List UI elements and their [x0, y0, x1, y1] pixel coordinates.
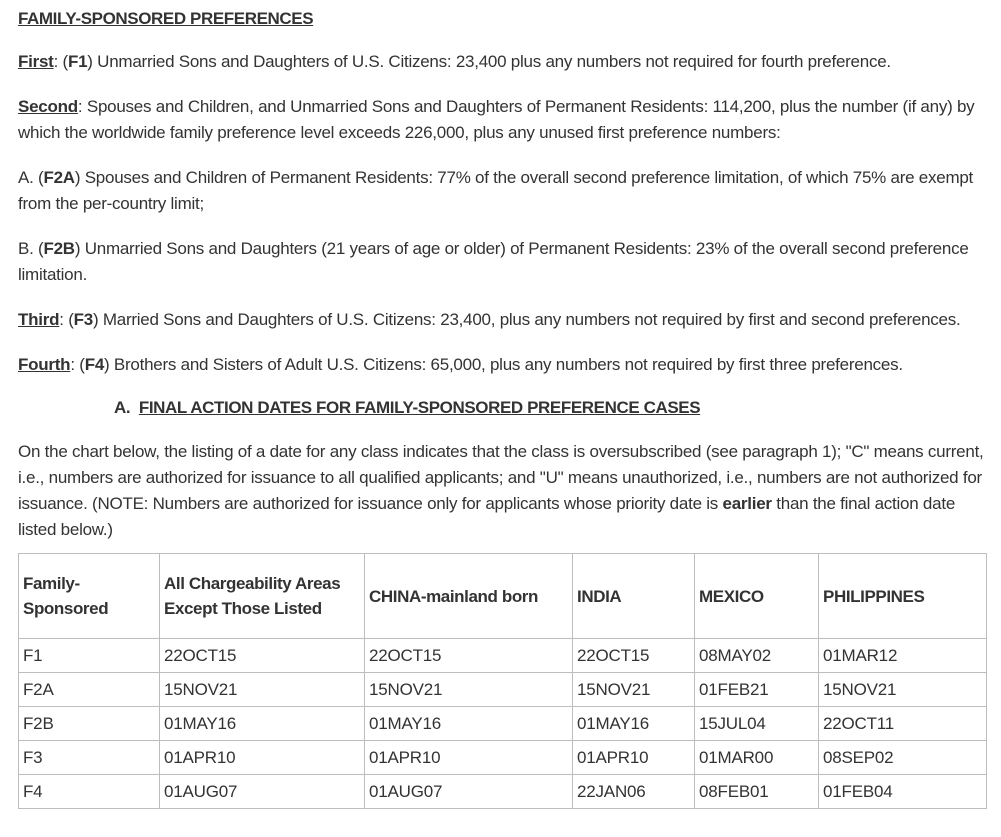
preference-text: ) Spouses and Children of Permanent Residents: 77% of the overall second preference limitation, of which 75% are exempt from the per-country limit; — [18, 168, 974, 213]
table-cell: 01AUG07 — [365, 775, 573, 809]
table-cell: 08FEB01 — [695, 775, 819, 809]
table-cell: 22OCT15 — [365, 639, 573, 673]
preference-code: F2A — [43, 168, 75, 187]
table-row — [19, 775, 987, 809]
preference-second-a: A. (F2A) Spouses and Children of Permanent Residents: 77% of the overall second preference limitation, of which 75% are exempt from the per-country limit; — [18, 168, 974, 213]
table-cell: 15JUL04 — [695, 707, 819, 741]
table-cell: 01APR10 — [573, 741, 695, 775]
preference-fourth: Fourth: (F4) Brothers and Sisters of Adult U.S. Citizens: 65,000, plus any numbers not required by first three preferences. — [18, 355, 903, 374]
column-header: MEXICO — [695, 554, 819, 639]
column-header: PHILIPPINES — [819, 554, 987, 639]
chart-explanation: On the chart below, the listing of a date for any class indicates that the class is oversubscribed (see paragraph 1); "C" means current, i.e., numbers are authorized for issuance to all qualified applicants; and "U" means unauthorized, i.e., numbers are not authorized for issuance. (NOTE: Numbers are authorized for issuance only for applicants whose priority date is earlier than the final action date listed below.) — [18, 442, 984, 539]
table-cell: 08MAY02 — [695, 639, 819, 673]
table-row — [19, 673, 987, 707]
emphasis-earlier: earlier — [722, 494, 772, 513]
column-header: CHINA-mainland born — [365, 554, 573, 639]
table-cell: 22JAN06 — [573, 775, 695, 809]
table-header-row — [19, 554, 987, 639]
table-cell: 01MAR00 — [695, 741, 819, 775]
preference-text: : Spouses and Children, and Unmarried Sons and Daughters of Permanent Residents: 114,200, plus the number (if any) by which the worldwide family preference level exceeds 226,000, plus any unused first preference numbers: — [18, 97, 975, 142]
table-cell: 01MAY16 — [573, 707, 695, 741]
preference-text: ) Brothers and Sisters of Adult U.S. Citizens: 65,000, plus any numbers not required by first three preferences. — [104, 355, 903, 374]
table-cell: 01MAR12 — [819, 639, 987, 673]
table-cell: F2A — [19, 673, 160, 707]
table-row — [19, 741, 987, 775]
table-cell: 15NOV21 — [573, 673, 695, 707]
table-cell: 01MAY16 — [365, 707, 573, 741]
preference-text: ) Unmarried Sons and Daughters of U.S. Citizens: 23,400 plus any numbers not required for fourth preference. — [87, 52, 891, 71]
preference-second-b: B. (F2B) Unmarried Sons and Daughters (21 years of age or older) of Permanent Residents: 23% of the overall second preference limitation. — [18, 239, 969, 284]
subsection-letter: A. — [114, 398, 131, 417]
preference-third: Third: (F3) Married Sons and Daughters of U.S. Citizens: 23,400, plus any numbers not required by first and second preferences. — [18, 310, 961, 329]
table-cell: F4 — [19, 775, 160, 809]
table-row — [19, 639, 987, 673]
table-cell: 01MAY16 — [160, 707, 365, 741]
table-cell: 15NOV21 — [365, 673, 573, 707]
table-cell: 08SEP02 — [819, 741, 987, 775]
table-cell: F3 — [19, 741, 160, 775]
preference-lead: Second — [18, 97, 78, 116]
final-action-dates-table — [18, 553, 987, 809]
preference-text: ) Unmarried Sons and Daughters (21 years of age or older) of Permanent Residents: 23% of the overall second preference limitation. — [18, 239, 969, 284]
column-header: Family-Sponsored — [19, 554, 160, 639]
column-header: All Chargeability Areas Except Those Listed — [160, 554, 365, 639]
subsection-heading — [114, 397, 988, 419]
table-cell: 01APR10 — [160, 741, 365, 775]
table-cell: 22OCT15 — [160, 639, 365, 673]
subsection-title: FINAL ACTION DATES FOR FAMILY-SPONSORED PREFERENCE CASES — [138, 398, 701, 417]
table-row — [19, 707, 987, 741]
document-page — [18, 8, 988, 809]
preference-first: First: (F1) Unmarried Sons and Daughters of U.S. Citizens: 23,400 plus any numbers not required for fourth preference. — [18, 52, 891, 71]
table-cell: 01AUG07 — [160, 775, 365, 809]
preference-code: F1 — [67, 52, 88, 71]
preference-text: ) Married Sons and Daughters of U.S. Citizens: 23,400, plus any numbers not required by first and second preferences. — [92, 310, 961, 329]
preference-lead: Third — [18, 310, 60, 329]
table-cell: 22OCT11 — [819, 707, 987, 741]
column-header: INDIA — [573, 554, 695, 639]
table-cell: 01FEB04 — [819, 775, 987, 809]
table-cell: F2B — [19, 707, 160, 741]
preference-second — [18, 94, 988, 146]
preference-lead: Fourth — [18, 355, 71, 374]
preference-code: F3 — [73, 310, 93, 329]
table-cell: F1 — [19, 639, 160, 673]
table-cell: 15NOV21 — [160, 673, 365, 707]
table-cell: 22OCT15 — [573, 639, 695, 673]
section-heading: FAMILY-SPONSORED PREFERENCES — [18, 9, 314, 28]
table-cell: 15NOV21 — [819, 673, 987, 707]
table-cell: 01APR10 — [365, 741, 573, 775]
preference-code: F4 — [84, 355, 105, 374]
preference-lead: First — [18, 52, 54, 71]
table-cell: 01FEB21 — [695, 673, 819, 707]
preference-code: F2B — [43, 239, 75, 258]
